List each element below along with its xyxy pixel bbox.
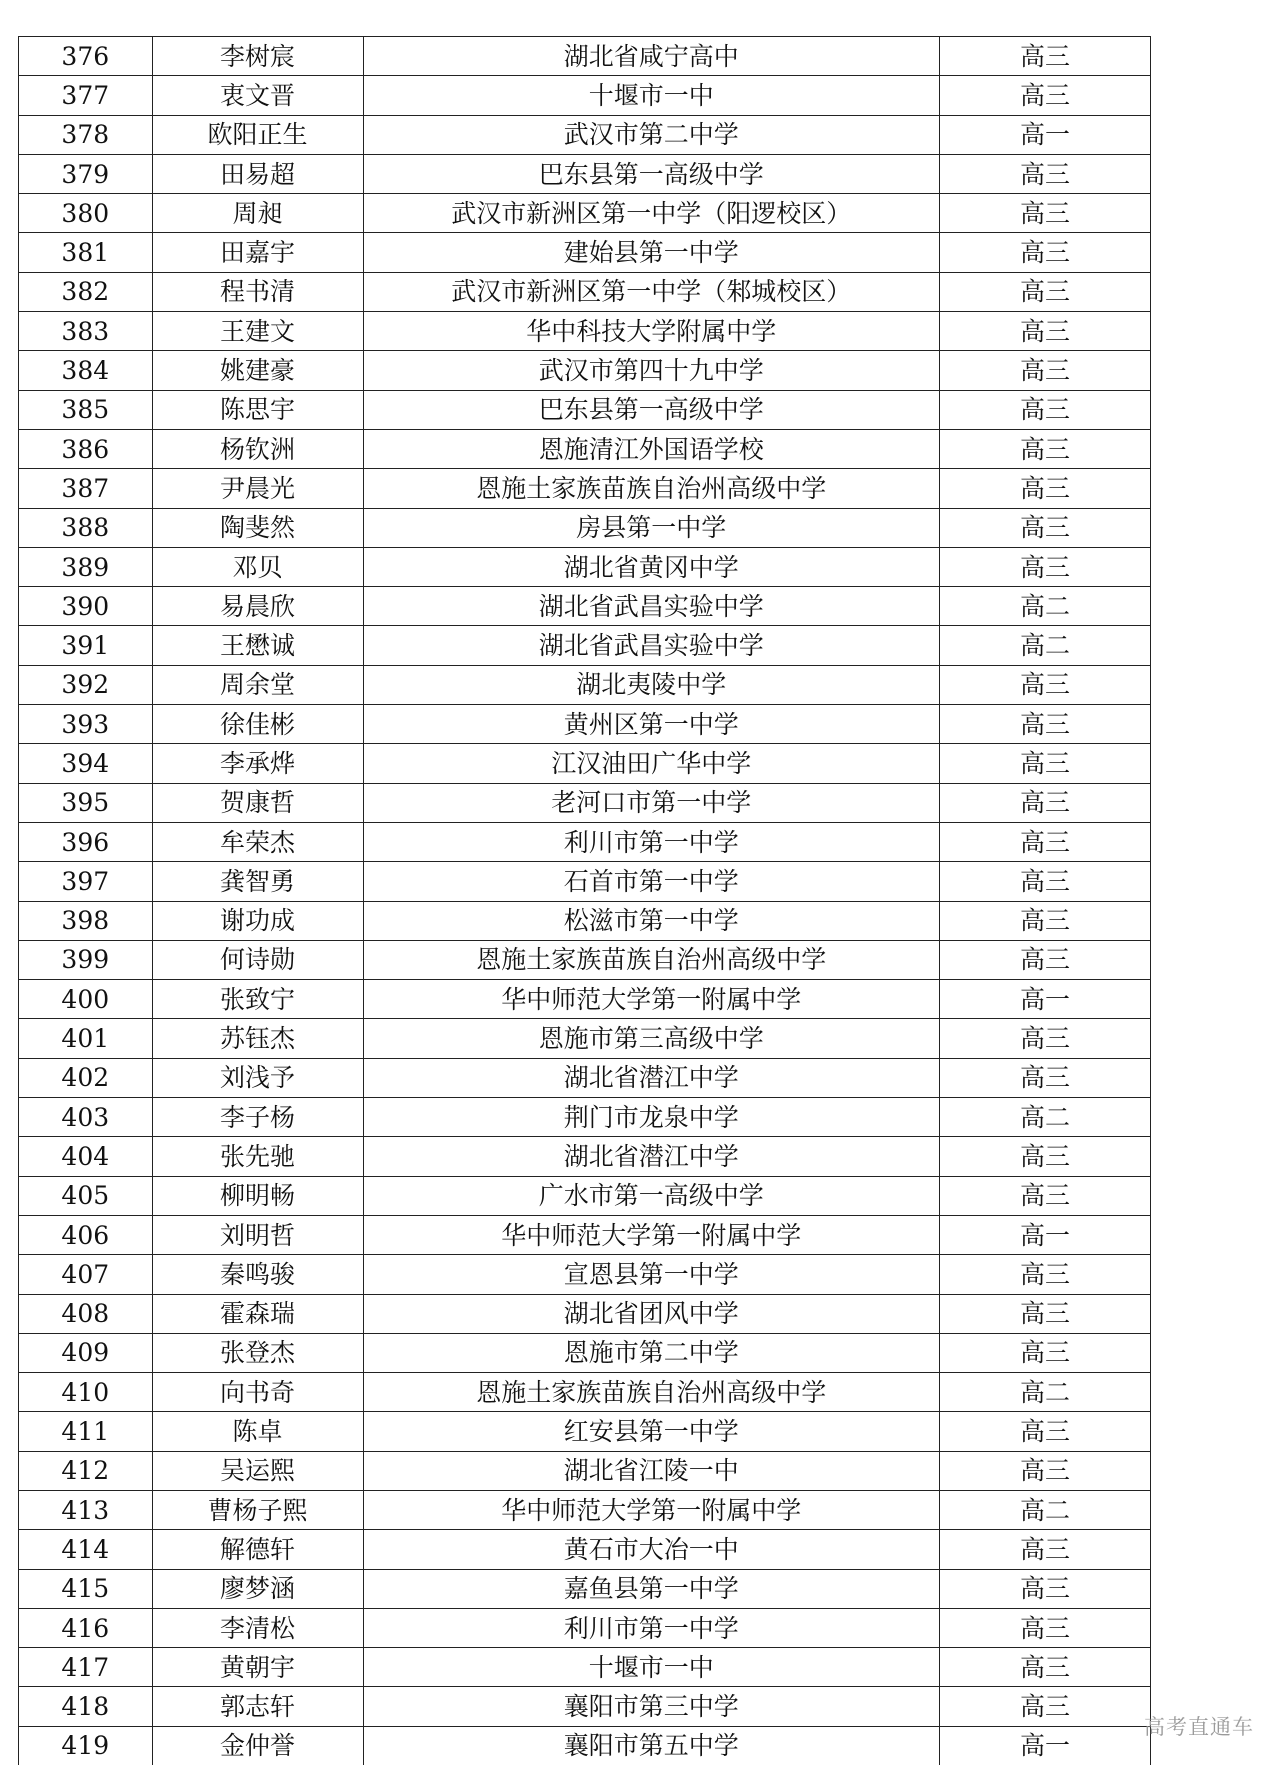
cell-name: 李子杨: [152, 1098, 363, 1137]
cell-school: 武汉市第四十九中学: [363, 351, 940, 390]
cell-grade: 高三: [940, 194, 1151, 233]
cell-school: 襄阳市第三中学: [363, 1687, 940, 1726]
cell-number: 393: [19, 705, 153, 744]
cell-name: 邓贝: [152, 547, 363, 586]
table-row: [19, 1255, 1151, 1294]
table-row: [19, 744, 1151, 783]
cell-number: 382: [19, 272, 153, 311]
cell-name: 周昶: [152, 194, 363, 233]
table-row: [19, 822, 1151, 861]
cell-grade: 高三: [940, 1137, 1151, 1176]
table-row: [19, 1333, 1151, 1372]
cell-grade: 高三: [940, 1608, 1151, 1647]
table-row: [19, 76, 1151, 115]
cell-number: 406: [19, 1215, 153, 1254]
cell-name: 柳明畅: [152, 1176, 363, 1215]
cell-grade: 高二: [940, 587, 1151, 626]
cell-number: 383: [19, 312, 153, 351]
cell-number: 403: [19, 1098, 153, 1137]
cell-number: 379: [19, 154, 153, 193]
table-row: [19, 233, 1151, 272]
cell-grade: 高三: [940, 76, 1151, 115]
cell-school: 恩施清江外国语学校: [363, 429, 940, 468]
cell-name: 贺康哲: [152, 783, 363, 822]
cell-number: 385: [19, 390, 153, 429]
cell-number: 381: [19, 233, 153, 272]
cell-number: 399: [19, 940, 153, 979]
cell-number: 376: [19, 37, 153, 76]
cell-name: 易晨欣: [152, 587, 363, 626]
cell-school: 红安县第一中学: [363, 1412, 940, 1451]
cell-school: 华中师范大学第一附属中学: [363, 1490, 940, 1529]
cell-school: 建始县第一中学: [363, 233, 940, 272]
cell-name: 田嘉宇: [152, 233, 363, 272]
cell-name: 向书奇: [152, 1373, 363, 1412]
table-row: [19, 429, 1151, 468]
cell-name: 吴运熙: [152, 1451, 363, 1490]
cell-number: 396: [19, 822, 153, 861]
cell-grade: 高三: [940, 862, 1151, 901]
cell-grade: 高三: [940, 1333, 1151, 1372]
cell-grade: 高三: [940, 390, 1151, 429]
cell-grade: 高三: [940, 429, 1151, 468]
cell-grade: 高三: [940, 1019, 1151, 1058]
cell-grade: 高三: [940, 1648, 1151, 1687]
cell-name: 尹晨光: [152, 469, 363, 508]
table-row: [19, 783, 1151, 822]
cell-grade: 高三: [940, 783, 1151, 822]
cell-name: 金仲誉: [152, 1726, 363, 1765]
cell-school: 湖北省武昌实验中学: [363, 626, 940, 665]
cell-grade: 高三: [940, 1058, 1151, 1097]
cell-school: 石首市第一中学: [363, 862, 940, 901]
cell-school: 湖北省武昌实验中学: [363, 587, 940, 626]
cell-number: 407: [19, 1255, 153, 1294]
cell-number: 389: [19, 547, 153, 586]
cell-number: 413: [19, 1490, 153, 1529]
cell-grade: 高一: [940, 1726, 1151, 1765]
cell-school: 巴东县第一高级中学: [363, 390, 940, 429]
cell-school: 十堰市一中: [363, 76, 940, 115]
cell-grade: 高二: [940, 626, 1151, 665]
table-row: [19, 1019, 1151, 1058]
cell-grade: 高一: [940, 115, 1151, 154]
table-row: [19, 1294, 1151, 1333]
table-row: [19, 626, 1151, 665]
cell-name: 曹杨子熙: [152, 1490, 363, 1529]
table-row: [19, 587, 1151, 626]
cell-name: 何诗勋: [152, 940, 363, 979]
table-row: [19, 37, 1151, 76]
cell-grade: 高三: [940, 940, 1151, 979]
table-row: [19, 862, 1151, 901]
cell-school: 嘉鱼县第一中学: [363, 1569, 940, 1608]
cell-school: 恩施土家族苗族自治州高级中学: [363, 469, 940, 508]
cell-name: 李承烨: [152, 744, 363, 783]
cell-grade: 高三: [940, 312, 1151, 351]
table-row: [19, 1648, 1151, 1687]
table-row: [19, 1490, 1151, 1529]
cell-number: 402: [19, 1058, 153, 1097]
table-row: [19, 194, 1151, 233]
table-row: [19, 1608, 1151, 1647]
cell-number: 391: [19, 626, 153, 665]
cell-grade: 高三: [940, 901, 1151, 940]
table-row: [19, 980, 1151, 1019]
cell-name: 姚建豪: [152, 351, 363, 390]
cell-school: 黄州区第一中学: [363, 705, 940, 744]
cell-school: 广水市第一高级中学: [363, 1176, 940, 1215]
cell-grade: 高三: [940, 1176, 1151, 1215]
cell-grade: 高三: [940, 351, 1151, 390]
table-row: [19, 1530, 1151, 1569]
cell-school: 宣恩县第一中学: [363, 1255, 940, 1294]
table-row: [19, 1098, 1151, 1137]
cell-name: 徐佳彬: [152, 705, 363, 744]
table-row: [19, 115, 1151, 154]
cell-name: 苏钰杰: [152, 1019, 363, 1058]
cell-grade: 高二: [940, 1098, 1151, 1137]
table-row: [19, 351, 1151, 390]
cell-grade: 高三: [940, 1451, 1151, 1490]
cell-grade: 高三: [940, 1255, 1151, 1294]
cell-name: 欧阳正生: [152, 115, 363, 154]
cell-school: 华中科技大学附属中学: [363, 312, 940, 351]
cell-school: 黄石市大冶一中: [363, 1530, 940, 1569]
cell-number: 411: [19, 1412, 153, 1451]
cell-grade: 高三: [940, 154, 1151, 193]
cell-name: 牟荣杰: [152, 822, 363, 861]
cell-school: 巴东县第一高级中学: [363, 154, 940, 193]
table-row: [19, 154, 1151, 193]
cell-grade: 高三: [940, 665, 1151, 704]
cell-school: 武汉市第二中学: [363, 115, 940, 154]
cell-name: 周余堂: [152, 665, 363, 704]
table-row: [19, 508, 1151, 547]
cell-school: 恩施市第二中学: [363, 1333, 940, 1372]
cell-number: 392: [19, 665, 153, 704]
cell-name: 刘浅予: [152, 1058, 363, 1097]
cell-grade: 高三: [940, 1569, 1151, 1608]
cell-number: 418: [19, 1687, 153, 1726]
cell-number: 386: [19, 429, 153, 468]
cell-number: 404: [19, 1137, 153, 1176]
cell-grade: 高三: [940, 1530, 1151, 1569]
cell-school: 松滋市第一中学: [363, 901, 940, 940]
cell-name: 陈卓: [152, 1412, 363, 1451]
table-row: [19, 1451, 1151, 1490]
table-row: [19, 1412, 1151, 1451]
cell-grade: 高三: [940, 1412, 1151, 1451]
table-row: [19, 272, 1151, 311]
cell-name: 谢功成: [152, 901, 363, 940]
table-row: [19, 547, 1151, 586]
cell-school: 江汉油田广华中学: [363, 744, 940, 783]
cell-grade: 高三: [940, 822, 1151, 861]
cell-school: 华中师范大学第一附属中学: [363, 1215, 940, 1254]
cell-number: 414: [19, 1530, 153, 1569]
cell-number: 417: [19, 1648, 153, 1687]
cell-number: 400: [19, 980, 153, 1019]
cell-number: 415: [19, 1569, 153, 1608]
cell-number: 387: [19, 469, 153, 508]
table-row: [19, 940, 1151, 979]
cell-school: 利川市第一中学: [363, 1608, 940, 1647]
table-row: [19, 705, 1151, 744]
cell-name: 张先驰: [152, 1137, 363, 1176]
cell-number: 395: [19, 783, 153, 822]
cell-name: 廖梦涵: [152, 1569, 363, 1608]
cell-number: 412: [19, 1451, 153, 1490]
cell-grade: 高三: [940, 705, 1151, 744]
roster-table: [18, 36, 1151, 1765]
cell-number: 405: [19, 1176, 153, 1215]
cell-name: 霍森瑞: [152, 1294, 363, 1333]
cell-number: 398: [19, 901, 153, 940]
cell-grade: 高三: [940, 1687, 1151, 1726]
cell-school: 荆门市龙泉中学: [363, 1098, 940, 1137]
cell-grade: 高二: [940, 1373, 1151, 1412]
cell-number: 410: [19, 1373, 153, 1412]
cell-school: 湖北省黄冈中学: [363, 547, 940, 586]
table-row: [19, 390, 1151, 429]
cell-number: 394: [19, 744, 153, 783]
cell-grade: 高三: [940, 1294, 1151, 1333]
cell-school: 湖北夷陵中学: [363, 665, 940, 704]
cell-school: 湖北省潜江中学: [363, 1058, 940, 1097]
cell-name: 张登杰: [152, 1333, 363, 1372]
cell-grade: 高二: [940, 1490, 1151, 1529]
cell-grade: 高三: [940, 37, 1151, 76]
cell-name: 刘明哲: [152, 1215, 363, 1254]
cell-number: 378: [19, 115, 153, 154]
cell-school: 恩施土家族苗族自治州高级中学: [363, 1373, 940, 1412]
cell-grade: 高三: [940, 272, 1151, 311]
cell-number: 384: [19, 351, 153, 390]
cell-name: 陈思宇: [152, 390, 363, 429]
table-row: [19, 1726, 1151, 1765]
cell-name: 张致宁: [152, 980, 363, 1019]
table-row: [19, 1569, 1151, 1608]
cell-number: 380: [19, 194, 153, 233]
cell-number: 419: [19, 1726, 153, 1765]
cell-school: 恩施土家族苗族自治州高级中学: [363, 940, 940, 979]
cell-school: 十堰市一中: [363, 1648, 940, 1687]
cell-grade: 高三: [940, 233, 1151, 272]
cell-school: 湖北省江陵一中: [363, 1451, 940, 1490]
cell-number: 390: [19, 587, 153, 626]
table-row: [19, 312, 1151, 351]
cell-school: 湖北省咸宁高中: [363, 37, 940, 76]
cell-name: 陶斐然: [152, 508, 363, 547]
table-row: [19, 1373, 1151, 1412]
cell-grade: 高三: [940, 744, 1151, 783]
cell-name: 秦鸣骏: [152, 1255, 363, 1294]
roster-table-body: [19, 37, 1151, 1766]
table-row: [19, 1058, 1151, 1097]
cell-name: 李清松: [152, 1608, 363, 1647]
cell-grade: 高一: [940, 1215, 1151, 1254]
table-row: [19, 665, 1151, 704]
cell-school: 华中师范大学第一附属中学: [363, 980, 940, 1019]
cell-school: 老河口市第一中学: [363, 783, 940, 822]
cell-name: 程书清: [152, 272, 363, 311]
table-row: [19, 1176, 1151, 1215]
table-row: [19, 1137, 1151, 1176]
cell-number: 409: [19, 1333, 153, 1372]
cell-number: 408: [19, 1294, 153, 1333]
cell-school: 武汉市新洲区第一中学（阳逻校区）: [363, 194, 940, 233]
cell-school: 武汉市新洲区第一中学（邾城校区）: [363, 272, 940, 311]
watermark: 高考直通车: [1144, 1715, 1254, 1739]
cell-grade: 高三: [940, 508, 1151, 547]
table-row: [19, 901, 1151, 940]
cell-name: 解德轩: [152, 1530, 363, 1569]
cell-grade: 高三: [940, 547, 1151, 586]
cell-name: 田易超: [152, 154, 363, 193]
table-row: [19, 1687, 1151, 1726]
table-row: [19, 1215, 1151, 1254]
cell-number: 388: [19, 508, 153, 547]
cell-number: 416: [19, 1608, 153, 1647]
cell-grade: 高一: [940, 980, 1151, 1019]
cell-school: 恩施市第三高级中学: [363, 1019, 940, 1058]
cell-school: 湖北省潜江中学: [363, 1137, 940, 1176]
cell-name: 王建文: [152, 312, 363, 351]
cell-name: 郭志轩: [152, 1687, 363, 1726]
cell-name: 杨钦洲: [152, 429, 363, 468]
cell-name: 衷文晋: [152, 76, 363, 115]
cell-school: 襄阳市第五中学: [363, 1726, 940, 1765]
cell-number: 377: [19, 76, 153, 115]
cell-name: 黄朝宇: [152, 1648, 363, 1687]
cell-name: 王懋诚: [152, 626, 363, 665]
cell-name: 李树宸: [152, 37, 363, 76]
cell-number: 397: [19, 862, 153, 901]
cell-school: 湖北省团风中学: [363, 1294, 940, 1333]
cell-school: 利川市第一中学: [363, 822, 940, 861]
cell-grade: 高三: [940, 469, 1151, 508]
table-row: [19, 469, 1151, 508]
cell-name: 龚智勇: [152, 862, 363, 901]
cell-school: 房县第一中学: [363, 508, 940, 547]
cell-number: 401: [19, 1019, 153, 1058]
